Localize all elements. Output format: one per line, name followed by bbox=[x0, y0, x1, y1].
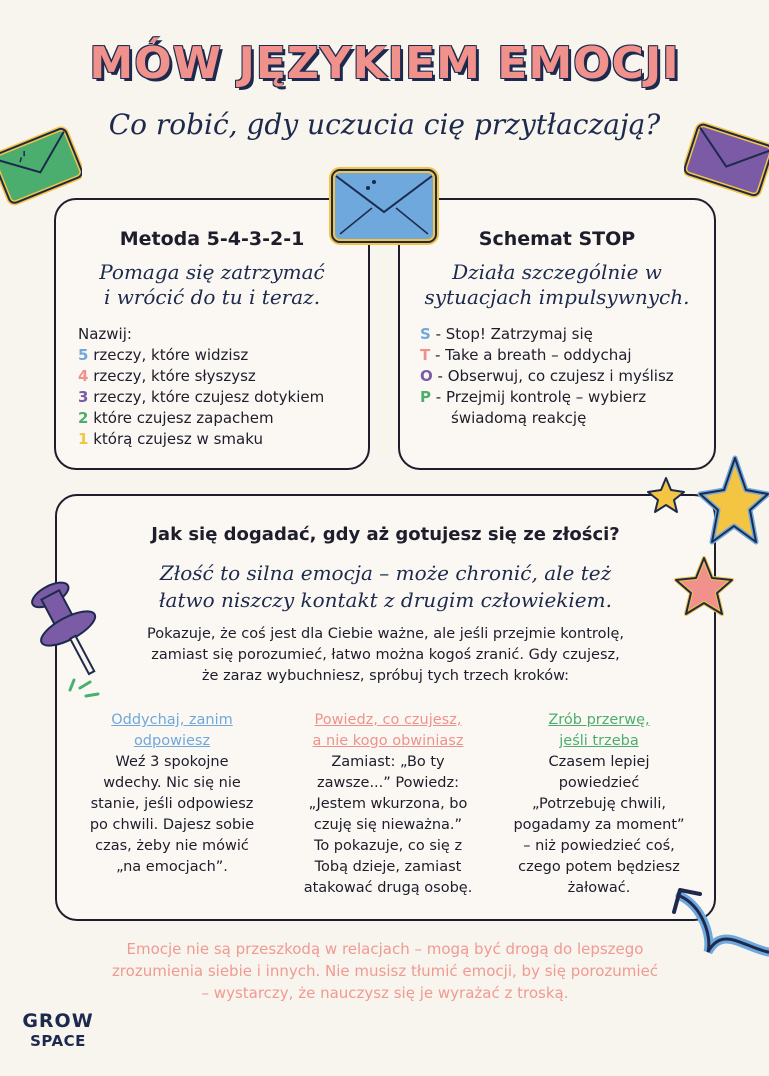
stop-text: - Take a breath – oddychaj bbox=[430, 346, 632, 364]
stop-item bbox=[420, 387, 674, 408]
method-54321-item bbox=[78, 408, 324, 429]
step-text: Tobą dzieje, zamiast bbox=[314, 859, 462, 875]
step-text: czego potem będziesz bbox=[518, 859, 680, 875]
method-54321-text: którą czujesz w smaku bbox=[88, 430, 263, 448]
stop-list bbox=[420, 324, 674, 429]
anger-script: Złość to silna emocja – może chronić, ale też łatwo niszczy kontakt z drugim człowiekiem. bbox=[159, 561, 612, 612]
method-54321-number: 5 bbox=[78, 346, 89, 364]
stop-text: - Obserwuj, co czujesz i myślisz bbox=[432, 367, 674, 385]
stop-letter: P bbox=[420, 388, 431, 406]
step-text: „Potrzebuję chwili, bbox=[532, 796, 666, 812]
method-54321-text: rzeczy, które słyszysz bbox=[88, 367, 256, 385]
method-54321-number: 4 bbox=[78, 367, 89, 385]
step-text: atakować drugą osobę. bbox=[303, 880, 473, 896]
anger-title: Jak się dogadać, gdy aż gotujesz się ze złości? bbox=[151, 524, 620, 545]
method-54321-item bbox=[78, 345, 324, 366]
stop-item bbox=[420, 324, 674, 345]
method-54321-number: 2 bbox=[78, 409, 89, 427]
step-text: po chwili. Dajesz sobie bbox=[89, 817, 255, 833]
pushpin-icon bbox=[20, 572, 120, 700]
step-text: Czasem lepiej bbox=[548, 754, 650, 770]
method-54321-title: Metoda 5-4-3-2-1 bbox=[119, 228, 305, 250]
stop-letter: O bbox=[420, 367, 433, 385]
method-54321-text: które czujesz zapachem bbox=[88, 409, 274, 427]
method-54321-card bbox=[54, 198, 370, 470]
method-54321-item bbox=[78, 429, 324, 450]
step-text: powiedzieć bbox=[558, 775, 640, 791]
step-title: odpowiesz bbox=[133, 733, 211, 749]
step-title: Oddychaj, zanim bbox=[111, 712, 233, 728]
method-54321-text: rzeczy, które widzisz bbox=[88, 346, 249, 364]
stop-text: - Stop! Zatrzymaj się bbox=[430, 325, 593, 343]
stop-card bbox=[398, 198, 716, 470]
method-54321-script: Pomaga się zatrzymać i wrócić do tu i teraz. bbox=[99, 260, 325, 309]
step-text: stanie, jeśli odpowiesz bbox=[90, 796, 254, 812]
stars-icon bbox=[640, 452, 769, 632]
step-text: „na emocjach”. bbox=[116, 859, 228, 875]
method-54321-item bbox=[78, 366, 324, 387]
step-text: pogadamy za moment” bbox=[513, 817, 685, 833]
anger-card bbox=[55, 494, 716, 921]
method-54321-list: Nazwij: 5 rzeczy, które widzisz 4 rzeczy, które słyszysz 3 rzeczy, które czujesz dotykiem 2 które czujesz zapachem 1 którą czujesz w smaku bbox=[78, 325, 325, 448]
blue-envelope-icon bbox=[326, 164, 442, 248]
method-54321-text: rzeczy, które czujesz dotykiem bbox=[88, 388, 325, 406]
method-54321-number: 1 bbox=[78, 430, 89, 448]
step-text: Zamiast: „Bo ty bbox=[331, 754, 445, 770]
page-subtitle: Co robić, gdy uczucia cię przytłaczają? bbox=[108, 108, 661, 141]
step-breathe bbox=[77, 710, 267, 878]
stop-title: Schemat STOP bbox=[478, 228, 636, 250]
step-text: „Jestem wkurzona, bo bbox=[308, 796, 468, 812]
step-text: czuję się nieważna.” bbox=[313, 817, 463, 833]
stop-item bbox=[420, 366, 674, 387]
step-text: wdechy. Nic się nie bbox=[103, 775, 241, 791]
step-text: – niż powiedzieć coś, bbox=[523, 838, 675, 854]
stop-item bbox=[420, 345, 674, 366]
logo-grow: GROW bbox=[22, 1010, 94, 1032]
step-text: Weź 3 spokojne bbox=[115, 754, 229, 770]
anger-body: Pokazuje, że coś jest dla Ciebie ważne, ale jeśli przejmie kontrolę, zamiast się porozumieć, łatwo można kogoś zranić. Gdy czujesz, że zaraz wybuchniesz, spróbuj tych trzech kroków: bbox=[146, 626, 624, 684]
stop-script: Działa szczególnie w sytuacjach impulsywnych. bbox=[424, 260, 690, 309]
step-title: a nie kogo obwiniasz bbox=[312, 733, 464, 749]
step-say-feelings bbox=[290, 710, 486, 899]
step-title: Zrób przerwę, bbox=[548, 712, 650, 728]
footer-text: Emocje nie są przeszkodą w relacjach – mogą być drogą do lepszego zrozumienia siebie i innych. Nie musisz tłumić emocji, by się porozumieć – wystarczy, że nauczysz się je wyrażać z troską. bbox=[111, 940, 659, 1002]
step-title: Powiedz, co czujesz, bbox=[314, 712, 462, 728]
step-take-break bbox=[504, 710, 694, 899]
logo-space: SPACE bbox=[30, 1032, 86, 1050]
page-title: MÓW JĘZYKIEM EMOCJI bbox=[89, 38, 680, 89]
stop-last-line: świadomą reakcję bbox=[451, 409, 587, 427]
method-54321-number: 3 bbox=[78, 388, 89, 406]
step-text: czas, żeby nie mówić bbox=[95, 838, 249, 854]
stop-text: - Przejmij kontrolę – wybierz bbox=[431, 388, 647, 406]
stop-letter: T bbox=[420, 346, 431, 364]
step-text: zawsze...” Powiedz: bbox=[317, 775, 459, 791]
grow-space-logo bbox=[18, 1010, 98, 1050]
step-title: jeśli trzeba bbox=[559, 733, 639, 749]
method-54321-item bbox=[78, 387, 324, 408]
stop-letter: S bbox=[420, 325, 431, 343]
step-text: To pokazuje, co się z bbox=[313, 838, 463, 854]
step-text: żałować. bbox=[567, 880, 631, 896]
